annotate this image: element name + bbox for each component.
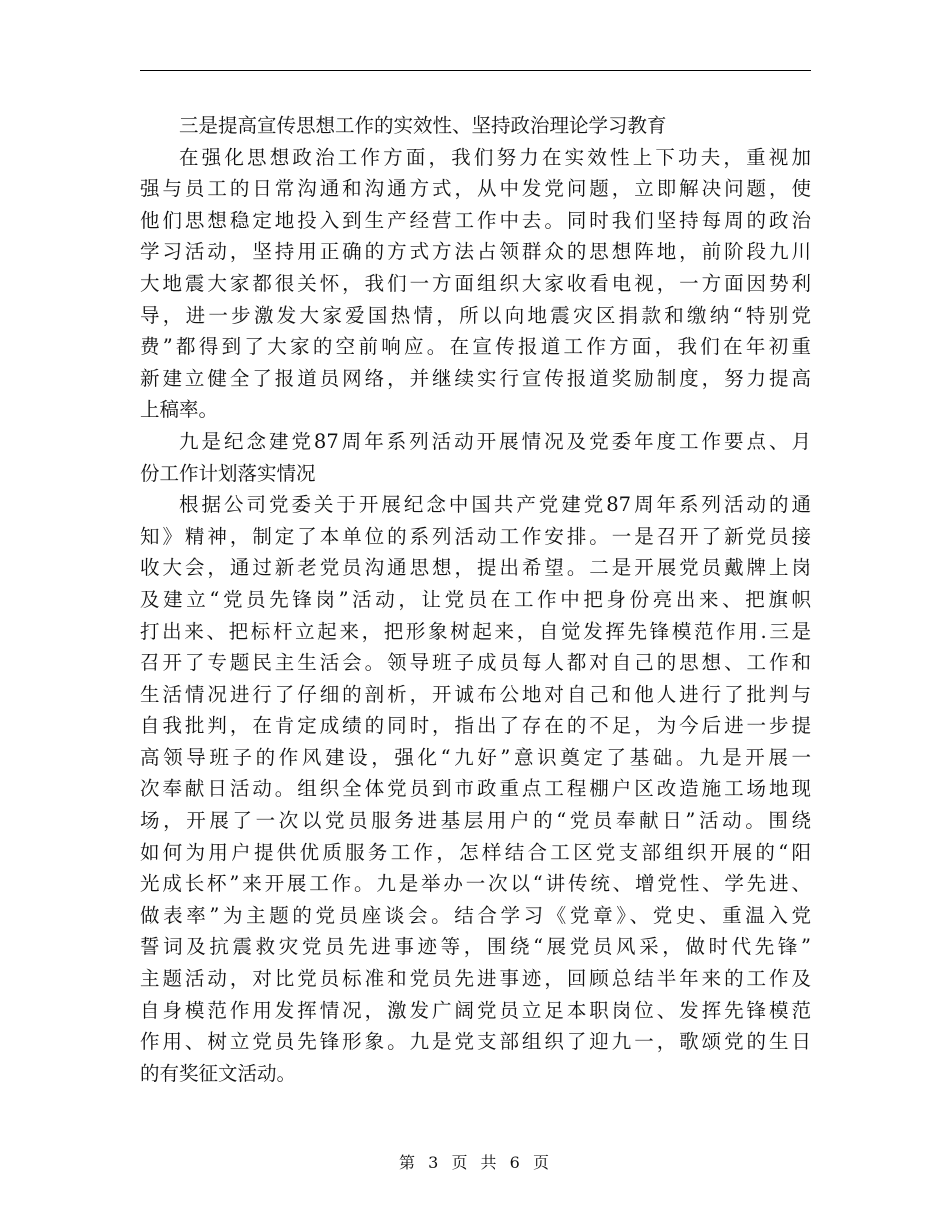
- text-line: 的有奖征文活动。: [140, 1061, 297, 1085]
- text-line: 生活情况进行了仔细的剖析，开诚布公地对自己和他人进行了批判与: [140, 682, 811, 706]
- footer-page-number: 3: [428, 1153, 441, 1172]
- paragraph-heading-9: 九是纪念建党87周年系列活动开展情况及党委年度工作要点、月: [179, 429, 811, 453]
- text-line: 学习活动，坚持用正确的方式方法占领群众的思想阵地，前阶段九川: [140, 240, 811, 264]
- text-line: 光成长杯”来开展工作。九是举办一次以“讲传统、增党性、学先进、: [140, 872, 811, 896]
- text-line: 费”都得到了大家的空前响应。在宣传报道工作方面，我们在年初重: [140, 335, 811, 359]
- text-line: 高领导班子的作风建设，强化“九好”意识奠定了基础。九是开展一: [140, 745, 811, 769]
- text-line: 新建立健全了报道员网络，并继续实行宣传报道奖励制度，努力提高: [140, 366, 811, 390]
- paragraph-heading-3: 三是提高宣传思想工作的实效性、坚持政治理论学习教育: [179, 114, 667, 137]
- text-line: 份工作计划落实情况: [140, 461, 316, 485]
- text-line: 上稿率。: [140, 398, 219, 422]
- footer-total-pages: 6: [509, 1153, 522, 1172]
- header-rule: [140, 70, 811, 71]
- text-line: 打出来、把标杆立起来，把形象树起来，自觉发挥先锋模范作用.三是: [140, 619, 811, 643]
- text-line: 作用、树立党员先锋形象。九是党支部组织了迎九一，歌颂党的生日: [140, 1030, 811, 1054]
- text-line: 召开了专题民主生活会。领导班子成员每人都对自己的思想、工作和: [140, 651, 811, 675]
- page-footer: [0, 1150, 950, 1173]
- footer-total-label: 共: [480, 1153, 499, 1172]
- text-line: 场，开展了一次以党员服务进基层用户的“党员奉献日”活动。围绕: [140, 809, 811, 833]
- text-line: 誓词及抗震救灾党员先进事迹等，围绕“展党员风采，做时代先锋”: [140, 935, 811, 959]
- text-line: 强与员工的日常沟通和沟通方式，从中发党问题，立即解决问题，使: [140, 177, 811, 201]
- text-line: 主题活动，对比党员标准和党员先进事迹，回顾总结半年来的工作及: [140, 967, 811, 991]
- text-line: 自我批判，在肯定成绩的同时，指出了存在的不足，为今后进一步提: [140, 714, 811, 738]
- text-line: 在强化思想政治工作方面，我们努力在实效性上下功夫，重视加: [179, 145, 811, 169]
- text-line: 收大会，通过新老党员沟通思想，提出希望。二是开展党员戴牌上岗: [140, 556, 811, 580]
- footer-prefix: 第: [399, 1153, 418, 1172]
- text-line: 他们思想稳定地投入到生产经营工作中去。同时我们坚持每周的政治: [140, 208, 811, 232]
- text-line: 次奉献日活动。组织全体党员到市政重点工程棚户区改造施工场地现: [140, 777, 811, 801]
- footer-suffix: 页: [532, 1153, 551, 1172]
- text-line: 导，进一步激发大家爱国热情，所以向地震灾区捐款和缴纳“特别党: [140, 303, 811, 327]
- text-line: 知》精神，制定了本单位的系列活动工作安排。一是召开了新党员接: [140, 524, 811, 548]
- document-body: [140, 110, 811, 1089]
- text-line: 根据公司党委关于开展纪念中国共产党建党87周年系列活动的通: [179, 493, 811, 517]
- text-line: 自身模范作用发挥情况，激发广阔党员立足本职岗位、发挥先锋模范: [140, 998, 811, 1022]
- text-line: 如何为用户提供优质服务工作，怎样结合工区党支部组织开展的“阳: [140, 840, 811, 864]
- text-line: 大地震大家都很关怀，我们一方面组织大家收看电视，一方面因势利: [140, 271, 811, 295]
- text-line: 及建立“党员先锋岗”活动，让党员在工作中把身份亮出来、把旗帜: [140, 587, 811, 611]
- footer-page-label: 页: [451, 1153, 470, 1172]
- text-line: 做表率”为主题的党员座谈会。结合学习《党章》、党史、重温入党: [140, 903, 811, 927]
